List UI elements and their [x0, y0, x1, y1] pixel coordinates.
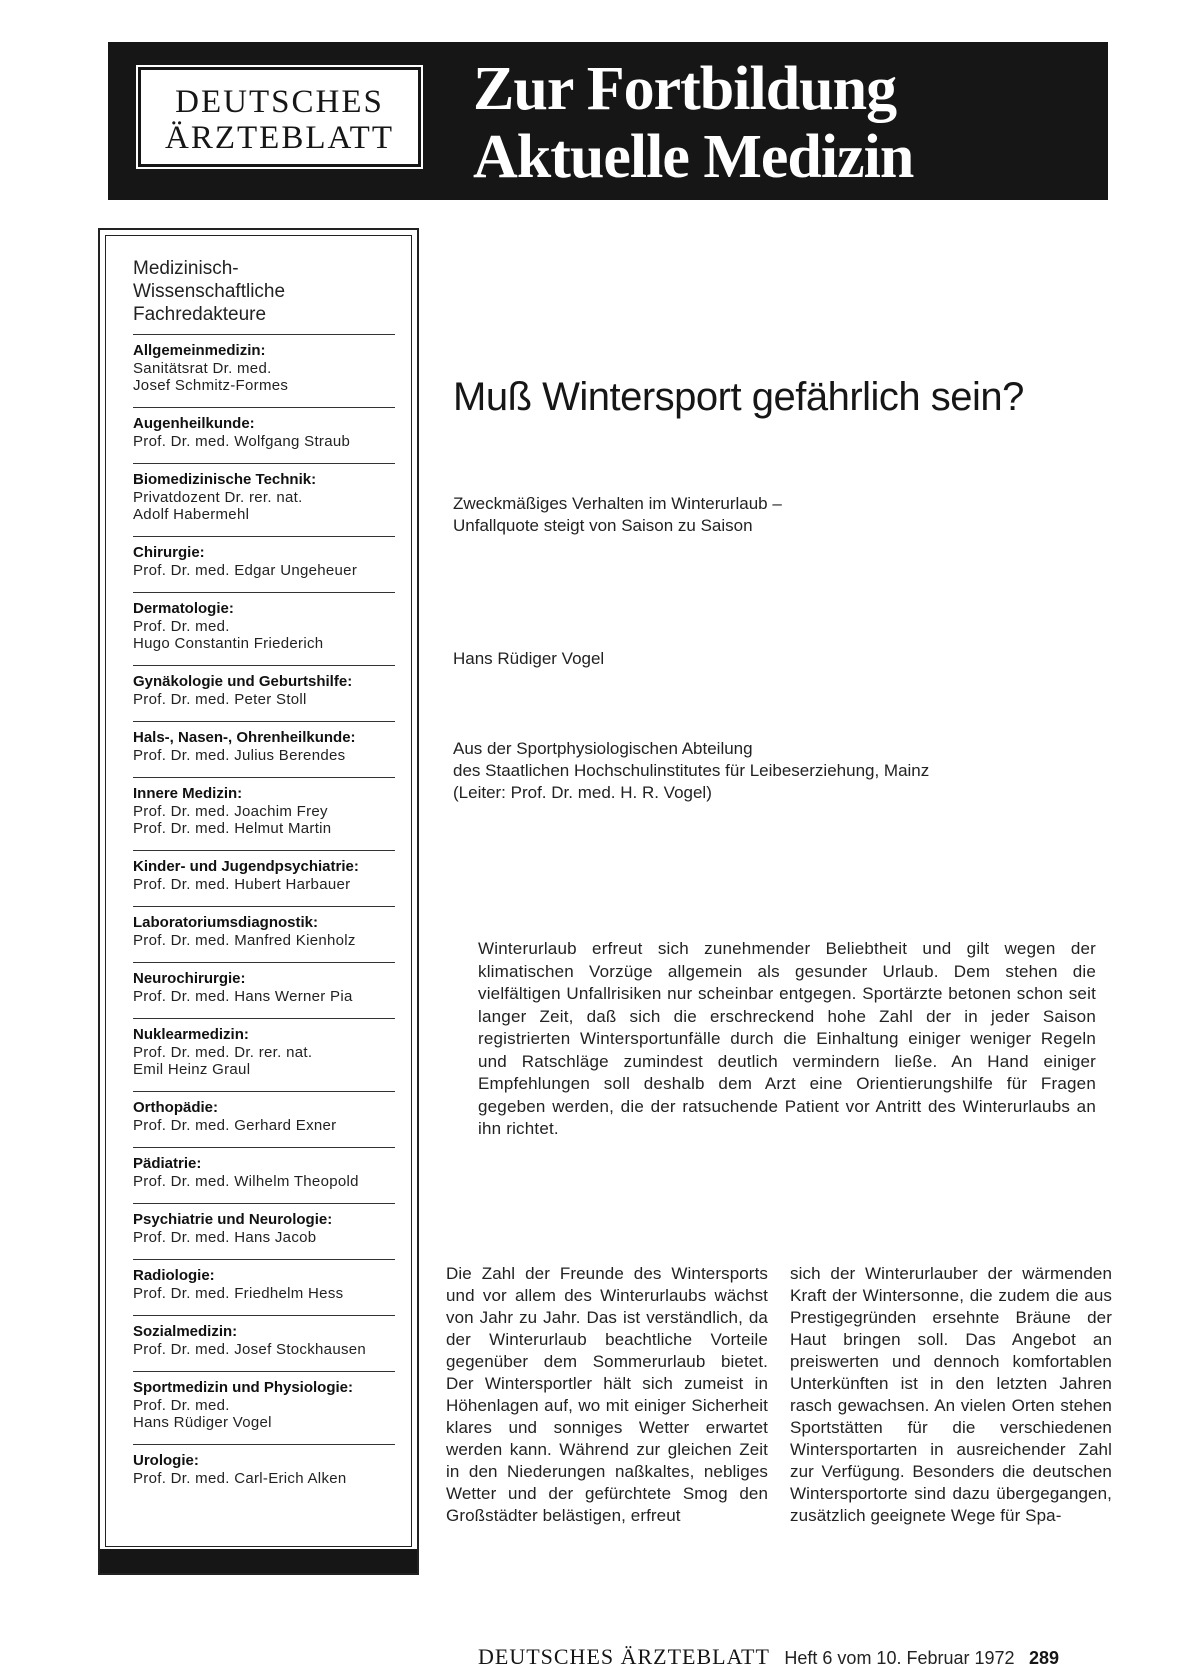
section-category: Gynäkologie und Geburtshilfe:	[133, 673, 353, 690]
section-category: Chirurgie:	[133, 544, 205, 561]
section-title-line-1: Zur Fortbildung	[473, 55, 897, 123]
logo-line-1: DEUTSCHES	[175, 84, 384, 120]
sidebar-section	[133, 777, 395, 850]
editor-name: Prof. Dr. med. Manfred Kienholz	[133, 932, 356, 949]
editor-name: Prof. Dr. med. Friedhelm Hess	[133, 1285, 344, 1302]
section-category: Orthopädie:	[133, 1099, 218, 1116]
editor-name: Prof. Dr. med. Gerhard Exner	[133, 1117, 337, 1134]
page-footer	[478, 1644, 1059, 1670]
editor-name: Emil Heinz Graul	[133, 1061, 251, 1078]
editor-name: Prof. Dr. med.	[133, 1397, 230, 1414]
editor-name: Prof. Dr. med. Carl-Erich Alken	[133, 1470, 347, 1487]
editor-name: Prof. Dr. med. Dr. rer. nat.	[133, 1044, 313, 1061]
sidebar-section	[133, 1203, 395, 1259]
editor-name: Prof. Dr. med. Hans Werner Pia	[133, 988, 353, 1005]
sidebar-section	[133, 721, 395, 777]
section-category: Sozialmedizin:	[133, 1323, 238, 1340]
logo-line-2: ÄRZTEBLATT	[165, 120, 394, 156]
editor-name: Prof. Dr. med. Josef Stockhausen	[133, 1341, 367, 1358]
sidebar-section	[133, 665, 395, 721]
section-category: Dermatologie:	[133, 600, 234, 617]
editor-name: Prof. Dr. med.	[133, 618, 230, 635]
sidebar-section	[133, 962, 395, 1018]
sidebar-section	[133, 1018, 395, 1091]
sidebar-section	[133, 1259, 395, 1315]
editor-name: Prof. Dr. med. Hubert Harbauer	[133, 876, 351, 893]
section-category: Allgemeinmedizin:	[133, 342, 266, 359]
section-category: Innere Medizin:	[133, 785, 243, 802]
author-affiliation: Aus der Sportphysiologischen Abteilung des Staatlichen Hochschulinstitutes für Leibeserziehung, Mainz (Leiter: Prof. Dr. med. H. R. Vogel)	[453, 739, 930, 802]
journal-logo	[138, 67, 421, 167]
section-title-line-2: Aktuelle Medizin	[473, 123, 914, 191]
section-category: Hals-, Nasen-, Ohrenheilkunde:	[133, 729, 356, 746]
article-subtitle: Zweckmäßiges Verhalten im Winterurlaub – Unfallquote steigt von Saison zu Saison	[453, 494, 782, 535]
editor-name: Prof. Dr. med. Helmut Martin	[133, 820, 332, 837]
section-category: Neurochirurgie:	[133, 970, 246, 987]
editor-name: Prof. Dr. med. Peter Stoll	[133, 691, 307, 708]
editor-name: Prof. Dr. med. Joachim Frey	[133, 803, 328, 820]
sidebar-section	[133, 1444, 395, 1500]
sidebar-section	[133, 1315, 395, 1371]
editors-sidebar	[98, 228, 419, 1575]
article-abstract: Winterurlaub erfreut sich zunehmender Beliebtheit und gilt wegen der klimatischen Vorzüge allgemein als gesunder Urlaub. Dem stehen die vielfältigen Unfallrisiken nur scheinbar entgegen. Sportärzte betonen schon seit langer Zeit, daß sich die erschreckend hohe Zahl der in jeder Saison registrierten Wintersportunfälle durch die Einhaltung einiger weniger Regeln und Ratschläge zumindest deutlich vermindern ließe. An Hand einiger Empfehlungen soll deshalb dem Arzt eine Orientierungshilfe für Fragen gegeben werden, die der ratsuchende Patient vor Antritt des Winterurlaubs an ihn richtet.	[478, 939, 1096, 1138]
section-category: Pädiatrie:	[133, 1155, 202, 1172]
editor-name: Prof. Dr. med. Julius Berendes	[133, 747, 346, 764]
sidebar-section	[133, 536, 395, 592]
sidebar-section	[133, 1371, 395, 1444]
sidebar-section	[133, 407, 395, 463]
sidebar-heading: Medizinisch- Wissenschaftliche Fachredakteure	[133, 258, 286, 325]
sidebar-section	[133, 906, 395, 962]
sidebar-section	[133, 334, 395, 407]
header-banner	[108, 42, 1108, 200]
section-category: Psychiatrie und Neurologie:	[133, 1211, 333, 1228]
section-category: Radiologie:	[133, 1267, 215, 1284]
editor-name: Prof. Dr. med. Wolfgang Straub	[133, 433, 351, 450]
sidebar-section-list	[133, 334, 395, 1500]
editor-name: Hugo Constantin Friederich	[133, 635, 324, 652]
editor-name: Hans Rüdiger Vogel	[133, 1414, 272, 1431]
section-category: Nuklearmedizin:	[133, 1026, 249, 1043]
editor-name: Prof. Dr. med. Edgar Ungeheuer	[133, 562, 358, 579]
page-number: 289	[1028, 1648, 1060, 1668]
sidebar-section	[133, 592, 395, 665]
article-author: Hans Rüdiger Vogel	[453, 649, 605, 668]
section-category: Augenheilkunde:	[133, 415, 255, 432]
section-category: Urologie:	[133, 1452, 199, 1469]
editor-name: Josef Schmitz-Formes	[133, 377, 289, 394]
sidebar-section	[133, 850, 395, 906]
body-column-2: sich der Winterurlauber der wärmenden Kraft der Wintersonne, die zudem die aus Prestigegründen ersehnte Bräune der Haut bringen soll. Das Angebot an preiswerten und dennoch komfortablen Unterkünften ist in den letzten Jahren rasch gewachsen. An vielen Orten stehen Sportstätten für die verschiedenen Wintersportarten in ausreichender Zahl zur Verfügung. Besonders die deutschen Wintersportorte sind dazu übergegangen, zusätzlich geeignete Wege für Spa-	[790, 1264, 1112, 1525]
section-category: Laboratoriumsdiagnostik:	[133, 914, 319, 931]
editor-name: Sanitätsrat Dr. med.	[133, 360, 272, 377]
article-title: Muß Wintersport gefährlich sein?	[453, 375, 1024, 419]
editor-name: Prof. Dr. med. Wilhelm Theopold	[133, 1173, 359, 1190]
footer-issue: Heft 6 vom 10. Februar 1972	[784, 1648, 1015, 1668]
footer-journal-name: DEUTSCHES ÄRZTEBLATT	[478, 1644, 770, 1669]
body-column-1: Die Zahl der Freunde des Wintersports und vor allem des Winterurlaubs wächst von Jahr zu Jahr. Das ist verständlich, da der Winterurlaub beachtliche Vorteile gegenüber dem Sommerurlaub bietet. Der Wintersportler hält sich zumeist in Höhenlagen auf, wo mit einiger Sicherheit klares und sonniges Wetter erwartet werden kann. Während zur gleichen Zeit in den Niederungen naßkaltes, nebliges Wetter und der gefürchtete Smog den Großstädter belästigen, erfreut	[446, 1264, 768, 1525]
sidebar-footer-bar	[100, 1549, 417, 1573]
editor-name: Prof. Dr. med. Hans Jacob	[133, 1229, 317, 1246]
section-category: Biomedizinische Technik:	[133, 471, 317, 488]
sidebar-section	[133, 1091, 395, 1147]
editor-name: Privatdozent Dr. rer. nat.	[133, 489, 303, 506]
sidebar-section	[133, 463, 395, 536]
sidebar-section	[133, 1147, 395, 1203]
section-category: Sportmedizin und Physiologie:	[133, 1379, 354, 1396]
section-category: Kinder- und Jugendpsychiatrie:	[133, 858, 359, 875]
editor-name: Adolf Habermehl	[133, 506, 250, 523]
